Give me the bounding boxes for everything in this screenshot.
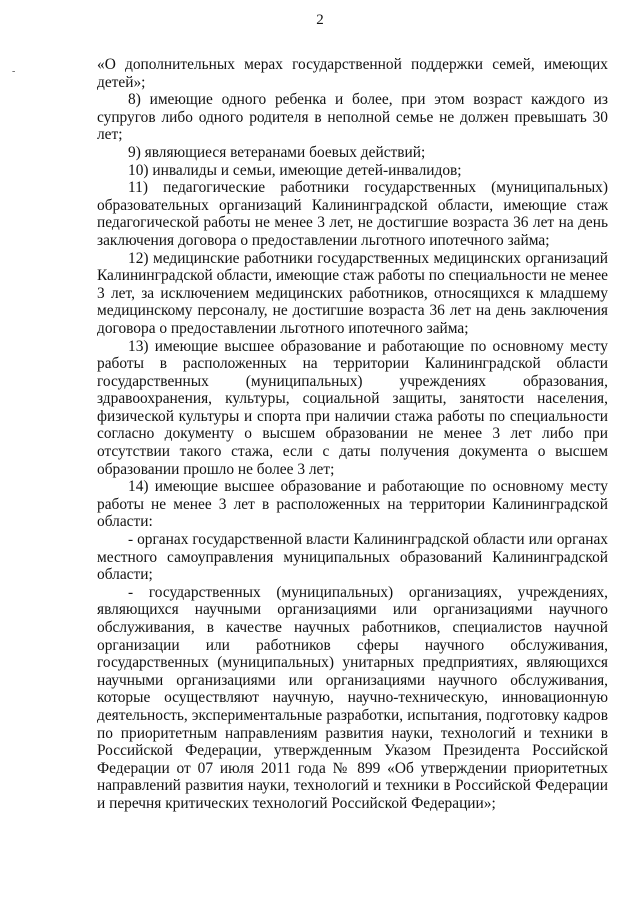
paragraph-item-14-scientific-organizations: - государственных (муниципальных) организациях, учреждениях, являющихся научными организациями или организациями научного обслуживания, в качестве научных работников, специалистов научной организации или работников сферы научного обслуживания, государственных (муниципальных) унитарных предприятиях, являющихся научными организациями или организациями научного обслуживания, которые осуществляют научную, научно-техническую, инновационную деятельность, экспериментальные разработки, испытания, подготовку кадров по приоритетным направлениям развития науки, технологий и техники в Российской Федерации, утвержденным Указом Президента Российской Федерации от 07 июля 2011 года № 899 «Об утверждении приоритетных направлений развития науки, технологий и техники в Российской Федерации и перечня критических технологий Российской Федерации»; <box>97 583 608 812</box>
paragraph-item-12: 12) медицинские работники государственных медицинских организаций Калининградской области, имеющие стаж работы по специальности не менее 3 лет, за исключением медицинских работников, относящихся к младшему медицинскому персоналу, не достигшие возраста 36 лет на день заключения договора о предоставлении льготного ипотечного займа; <box>97 249 608 337</box>
paragraph-item-14-government-bodies: - органах государственной власти Калининградской области или органах местного самоуправления муниципальных образований Калининградской области; <box>97 531 608 584</box>
paragraph-item-8: 8) имеющие одного ребенка и более, при этом возраст каждого из супругов либо одного родителя в неполной семье не должен превышать 30 лет; <box>97 91 608 144</box>
document-body <box>97 56 608 813</box>
margin-mark: - <box>12 66 16 77</box>
page-number: 2 <box>316 12 324 28</box>
paragraph-item-11: 11) педагогические работники государственных (муниципальных) образовательных организаций Калининградской области, имеющие стаж педагогической работы не менее 3 лет, не достигшие возраста 36 лет на день заключения договора о предоставлении льготного ипотечного займа; <box>97 179 608 249</box>
paragraph-continuation: «О дополнительных мерах государственной поддержки семей, имеющих детей»; <box>97 56 608 91</box>
paragraph-item-9: 9) являющиеся ветеранами боевых действий; <box>128 143 426 161</box>
paragraph-item-13: 13) имеющие высшее образование и работающие по основному месту работы в расположенных на территории Калининградской области государственных (муниципальных) учреждениях образования, здравоохранения, культуры, социальной защиты, занятости населения, физической культуры и спорта при наличии стажа работы по специальности согласно документу о высшем образовании не менее 3 лет либо при отсутствии такого стажа, если с даты получения документа о высшем образовании прошло не более 3 лет; <box>97 337 608 478</box>
paragraph-item-10: 10) инвалиды и семьи, имеющие детей-инвалидов; <box>128 161 462 179</box>
paragraph-item-14: 14) имеющие высшее образование и работающие по основному месту работы не менее 3 лет в расположенных на территории Калининградской области: <box>97 478 608 531</box>
